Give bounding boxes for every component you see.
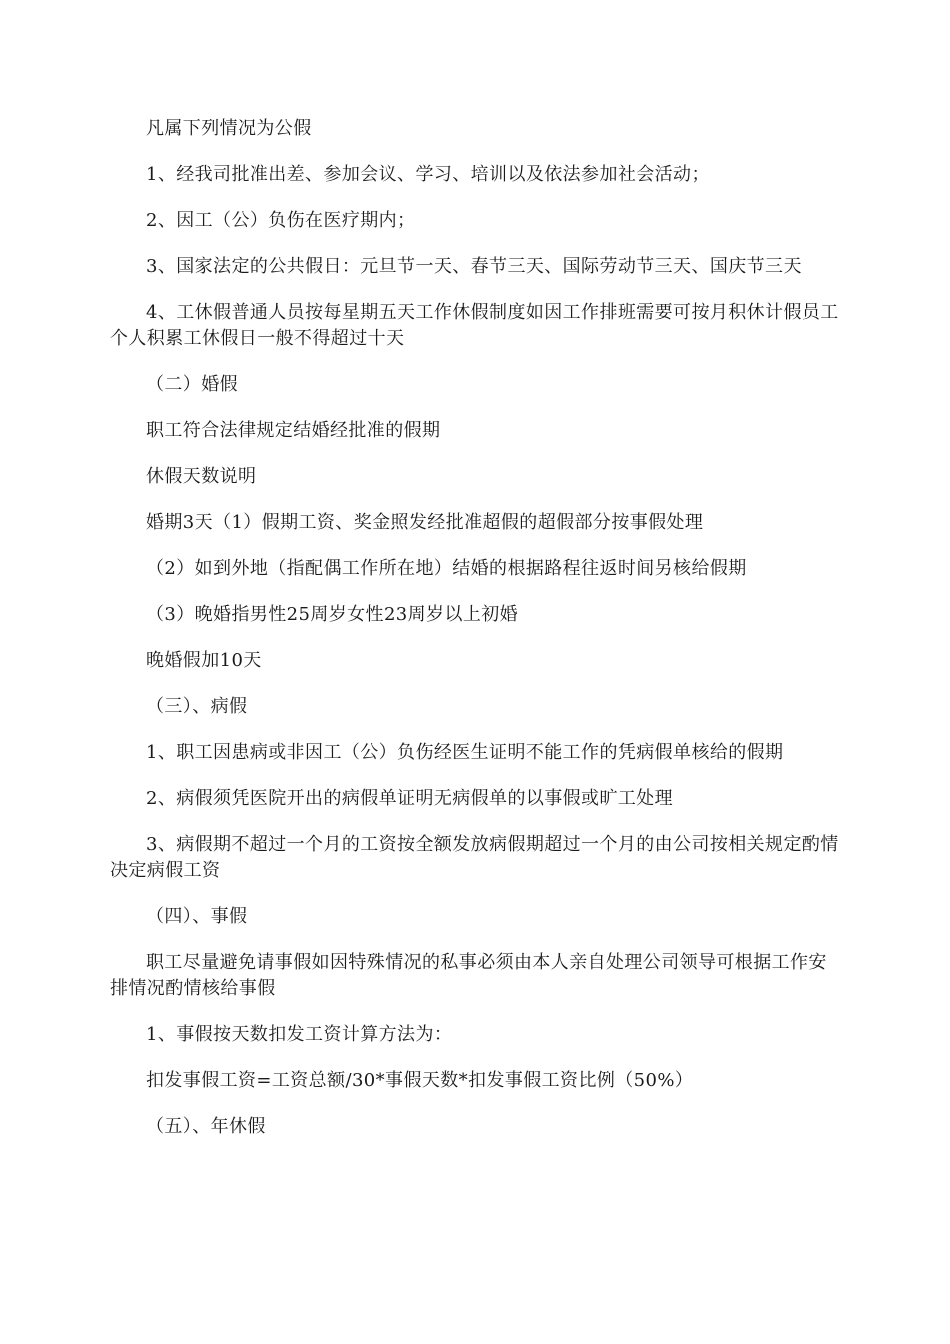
paragraph-personal-leave-item-1: 1、事假按天数扣发工资计算方法为： [146,1024,453,1045]
paragraph-sick-leave-item-3: 3、病假期不超过一个月的工资按全额发放病假期超过一个月的由公司按相关规定酌情决定病假工资 [110,834,839,881]
paragraph-marriage-item-2: （2）如到外地（指配偶工作所在地）结婚的根据路程往返时间另核给假期 [146,558,747,579]
paragraph-late-marriage-bonus: 晚婚假加10天 [146,650,262,671]
paragraph-marriage-definition: 职工符合法律规定结婚经批准的假期 [146,420,441,441]
paragraph-personal-leave-formula: 扣发事假工资=工资总额/30*事假天数*扣发事假工资比例（50%） [146,1070,694,1091]
paragraph-personal-leave-intro: 职工尽量避免请事假如因特殊情况的私事必须由本人亲自处理公司领导可根据工作安排情况酌情核给事假 [110,952,827,999]
paragraph-marriage-item-3: （3）晚婚指男性25周岁女性23周岁以上初婚 [146,604,519,625]
paragraph-sick-leave-item-2: 2、病假须凭医院开出的病假单证明无病假单的以事假或旷工处理 [146,788,674,809]
document-body [110,116,842,1160]
paragraph-public-leave-intro: 凡属下列情况为公假 [146,118,312,139]
section-heading-annual-leave: （五）、年休假 [146,1116,266,1137]
paragraph-sick-leave-item-1: 1、职工因患病或非因工（公）负伤经医生证明不能工作的凭病假单核给的假期 [146,742,784,763]
paragraph-public-leave-item-1: 1、经我司批准出差、参加会议、学习、培训以及依法参加社会活动； [146,164,710,185]
paragraph-public-leave-item-3: 3、国家法定的公共假日：元旦节一天、春节三天、国际劳动节三天、国庆节三天 [146,256,802,277]
section-heading-personal-leave: （四）、事假 [146,906,248,927]
paragraph-public-leave-item-4: 4、工休假普通人员按每星期五天工作休假制度如因工作排班需要可按月积休计假员工个人积累工休假日一般不得超过十天 [110,302,839,349]
section-heading-sick-leave: （三）、病假 [146,696,248,717]
paragraph-marriage-item-1: 婚期3天（1）假期工资、奖金照发经批准超假的超假部分按事假处理 [146,512,704,533]
paragraph-public-leave-item-2: 2、因工（公）负伤在医疗期内； [146,210,416,231]
section-heading-marriage-leave: （二）婚假 [146,374,238,395]
paragraph-leave-days-note: 休假天数说明 [146,466,257,487]
